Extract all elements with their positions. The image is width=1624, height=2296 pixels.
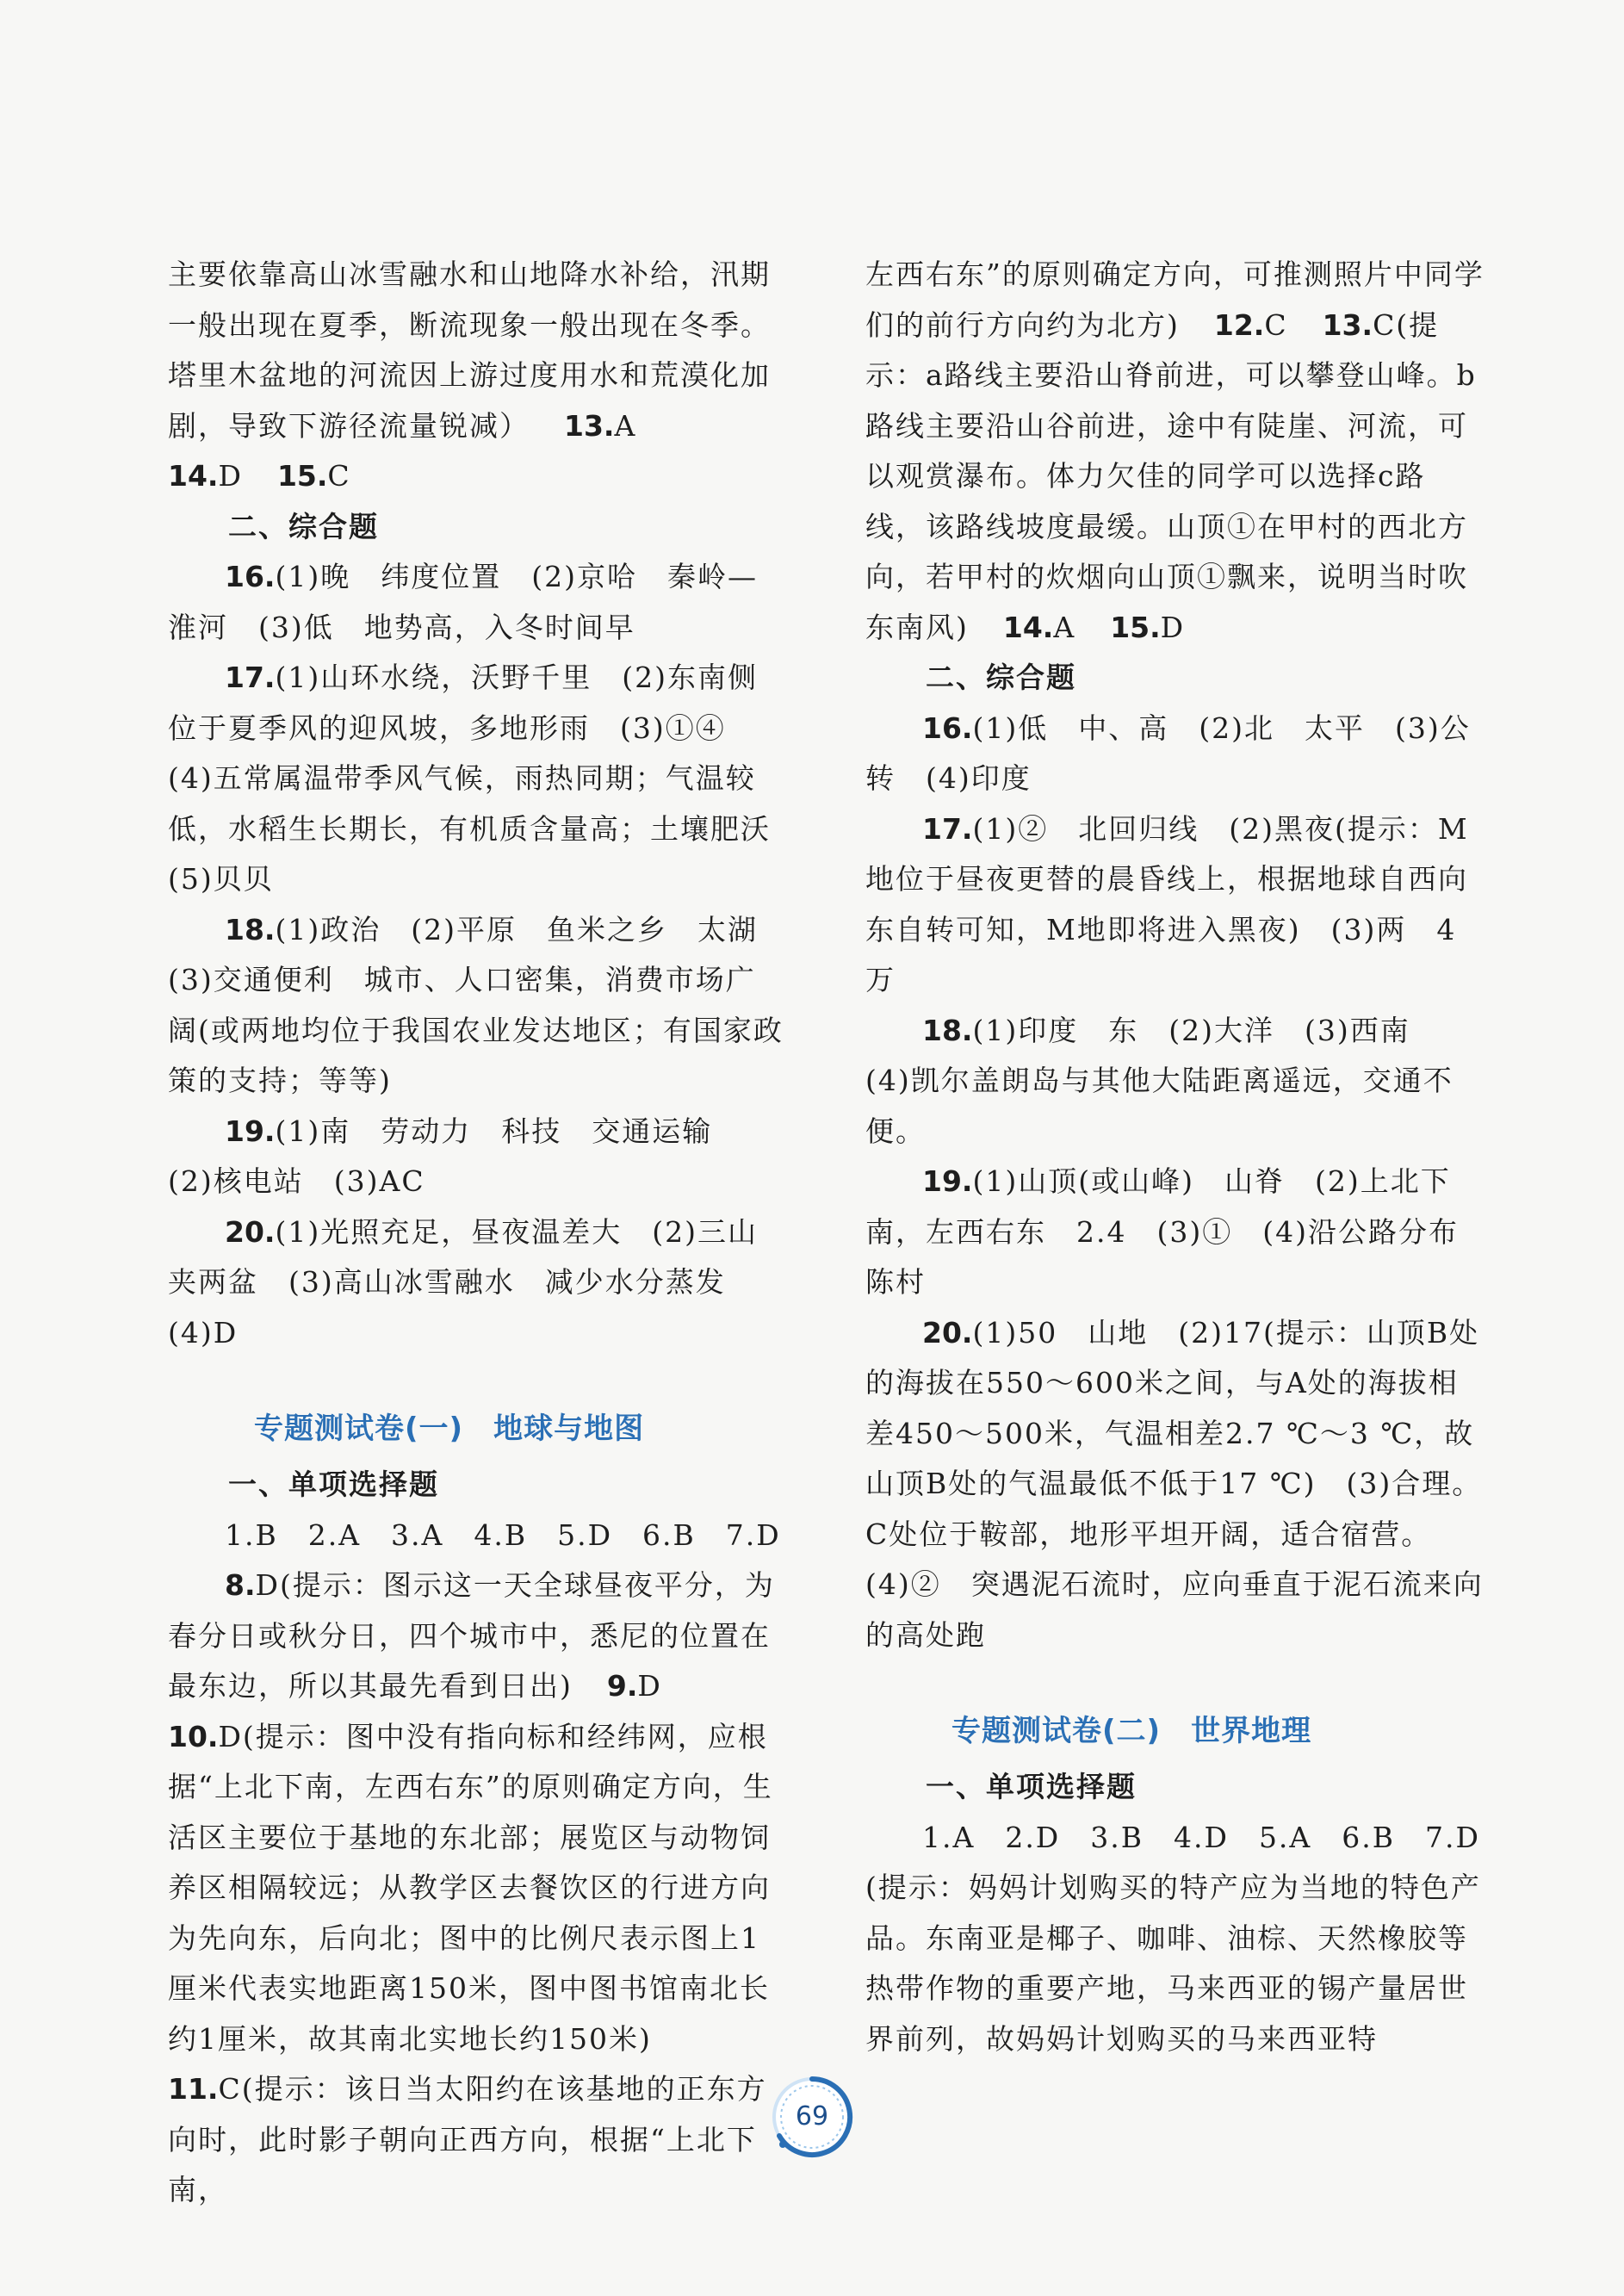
page-number: 69 — [795, 2101, 829, 2132]
answer-18 — [865, 1006, 1485, 1157]
answer-18 — [168, 905, 788, 1107]
answer-20 — [168, 1207, 784, 1359]
question-number: 20. — [225, 1214, 276, 1249]
question-number: 13. — [564, 408, 615, 443]
question-number: 17. — [922, 811, 973, 846]
question-number: 16. — [225, 560, 276, 593]
question-number: 17. — [225, 661, 276, 694]
section-heading: 二、综合题 — [926, 661, 1076, 694]
answer-19 — [865, 1157, 1489, 1308]
answer-text: D(提示：图中没有指向标和经纬网，应根据“上北下南，左西右东”的原则确定方向，生活区主要位于基地的东北部；展览区与动物饲养区相隔较远；从教学区去餐饮区的行进方向为先向东，后向北；图中的比例尺表示图上1厘米代表实地距离150米，图中图书馆南北长约1厘米，故其南北实地长约150米) — [168, 1719, 773, 2056]
question-number: 18. — [922, 1013, 973, 1047]
answers-1-7: 1.B 2.A 3.A 4.B 5.D 6.B 7.D — [225, 1517, 781, 1552]
answer-16 — [168, 552, 784, 653]
question-number: 15. — [1110, 610, 1161, 644]
question-number: 13. — [1322, 307, 1373, 342]
answer-text: (1)印度 东 (2)大洋 (3)西南 (4)凯尔盖朗岛与其他大陆距离遥远，交通不便。 — [865, 1013, 1454, 1148]
answer-7-hint: (提示：妈妈计划购买的特产应为当地的特色产品。东南亚是椰子、咖啡、油棕、天然橡胶等热带作物的重要产地，马来西亚的锡产量居世界前列，故妈妈计划购买的马来西亚特 — [865, 1871, 1481, 2056]
question-number: 20. — [922, 1315, 973, 1350]
answer-17 — [168, 653, 801, 905]
left-paragraph-continued — [168, 250, 784, 451]
answer-17 — [865, 804, 1485, 1006]
question-number: 10. — [168, 1719, 219, 1753]
answer-19 — [168, 1107, 784, 1207]
answer-text: (1)② 北回归线 (2)黑夜(提示：M地位于昼夜更替的晨昏线上，根据地球自西向东自转可知，M地即将进入黑夜) (3)两 4万 — [865, 811, 1469, 996]
question-number: 19. — [922, 1164, 973, 1198]
question-number: 18. — [225, 912, 276, 946]
answer-16 — [865, 704, 1485, 804]
question-number: 16. — [922, 711, 973, 745]
answer-text: D(提示：图示这一天全球昼夜平分，为春分日或秋分日，四个城市中，悉尼的位置在最东边，所以其最先看到日出) — [168, 1568, 775, 1703]
question-number: 9. — [606, 1669, 638, 1703]
question-number: 11. — [168, 2072, 219, 2106]
answer-text: D — [218, 459, 243, 493]
answer-line-14-15 — [168, 451, 784, 502]
left-column — [168, 250, 801, 2216]
answer-text: (1)政治 (2)平原 鱼米之乡 太湖 (3)交通便利 城市、人口密集，消费市场广阔(或两地均位于我国农业发达地区；有国家政策的支持；等等) — [168, 912, 788, 1097]
answer-text: D — [637, 1669, 662, 1703]
right-paragraph-continued — [865, 250, 1485, 653]
answer-text: (1)低 中、高 (2)北 太平 (3)公转 (4)印度 — [865, 711, 1471, 795]
answer-text: A — [614, 408, 637, 443]
answer-text: (1)晚 纬度位置 (2)京哈 秦岭—淮河 (3)低 地势高，入冬时间早 — [168, 560, 758, 644]
answer-text: (1)山顶(或山峰) 山脊 (2)上北下南，左西右东 2.4 (3)① (4)沿公路分布 陈村 — [865, 1164, 1489, 1299]
section-heading: 一、单项选择题 — [926, 1770, 1137, 1803]
answer-text: (1)50 山地 (2)17(提示：山顶B处的海拔在550～600米之间，与A处的海拔相差450～500米，气温相差2.7 ℃～3 ℃，故山顶B处的气温最低不低于17 ℃) (3)合理。C处位于鞍部，地形平坦开阔，适合宿营。 (4)② 突遇泥石流时，应向垂直于泥石流来向的高处跑 — [865, 1315, 1484, 1652]
answer-text: 左西右东”的原则确定方向，可推测照片中同学们的前行方向约为北方) — [865, 258, 1485, 342]
answer-text: D — [1160, 610, 1186, 644]
answer-text: C — [327, 459, 351, 493]
question-number: 12. — [1213, 307, 1265, 342]
question-number: 15. — [276, 459, 328, 493]
answers-1-7: 1.A 2.D 3.B 4.D 5.A 6.B 7.D — [922, 1820, 1480, 1854]
question-number: 14. — [168, 459, 219, 493]
answer-20 — [865, 1308, 1485, 1661]
answer-text: C(提示：该日当太阳约在该基地的正东方向时，此时影子朝向正西方向，根据“上北下南， — [168, 2072, 767, 2206]
answer-text: 主要依靠高山冰雪融水和山地降水补给，汛期一般出现在夏季，断流现象一般出现在冬季。塔里木盆地的河流因上游过度用水和荒漠化加剧，导致下游径流量锐减） — [168, 258, 771, 443]
question-number: 8. — [225, 1568, 256, 1602]
right-column — [865, 250, 1489, 2064]
question-number: 14. — [1002, 610, 1054, 644]
question-number: 19. — [225, 1114, 276, 1148]
answer-text: C(提示：a路线主要沿山脊前进，可以攀登山峰。b路线主要沿山谷前进，途中有陡崖、河流，可以观赏瀑布。体力欠佳的同学可以选择c路线，该路线坡度最缓。山顶①在甲村的西北方向，若甲村的炊烟向山顶①飘来，说明当时吹东南风) — [865, 307, 1477, 644]
page-number-badge — [769, 2074, 855, 2160]
answer-text: (1)南 劳动力 科技 交通运输 (2)核电站 (3)AC — [168, 1114, 743, 1198]
test-title-1: 专题测试卷(一) 地球与地图 — [254, 1412, 645, 1446]
section-heading: 一、单项选择题 — [228, 1468, 439, 1501]
answer-8-11 — [168, 1561, 784, 2216]
answer-text: A — [1053, 610, 1076, 644]
answer-text: (1)山环水绕，沃野千里 (2)东南侧位于夏季风的迎风坡，多地形雨 (3)①④ (4)五常属温带季风气候，雨热同期；气温较低，水稻生长期长，有机质含量高；土壤肥沃 (5)贝贝 — [168, 661, 801, 896]
section-heading: 二、综合题 — [228, 509, 379, 543]
answer-text: C — [1264, 307, 1288, 342]
answer-text: (1)光照充足，昼夜温差大 (2)三山夹两盆 (3)高山冰雪融水 减少水分蒸发 (4)D — [168, 1214, 758, 1350]
test-title-2: 专题测试卷(二) 世界地理 — [951, 1714, 1312, 1748]
